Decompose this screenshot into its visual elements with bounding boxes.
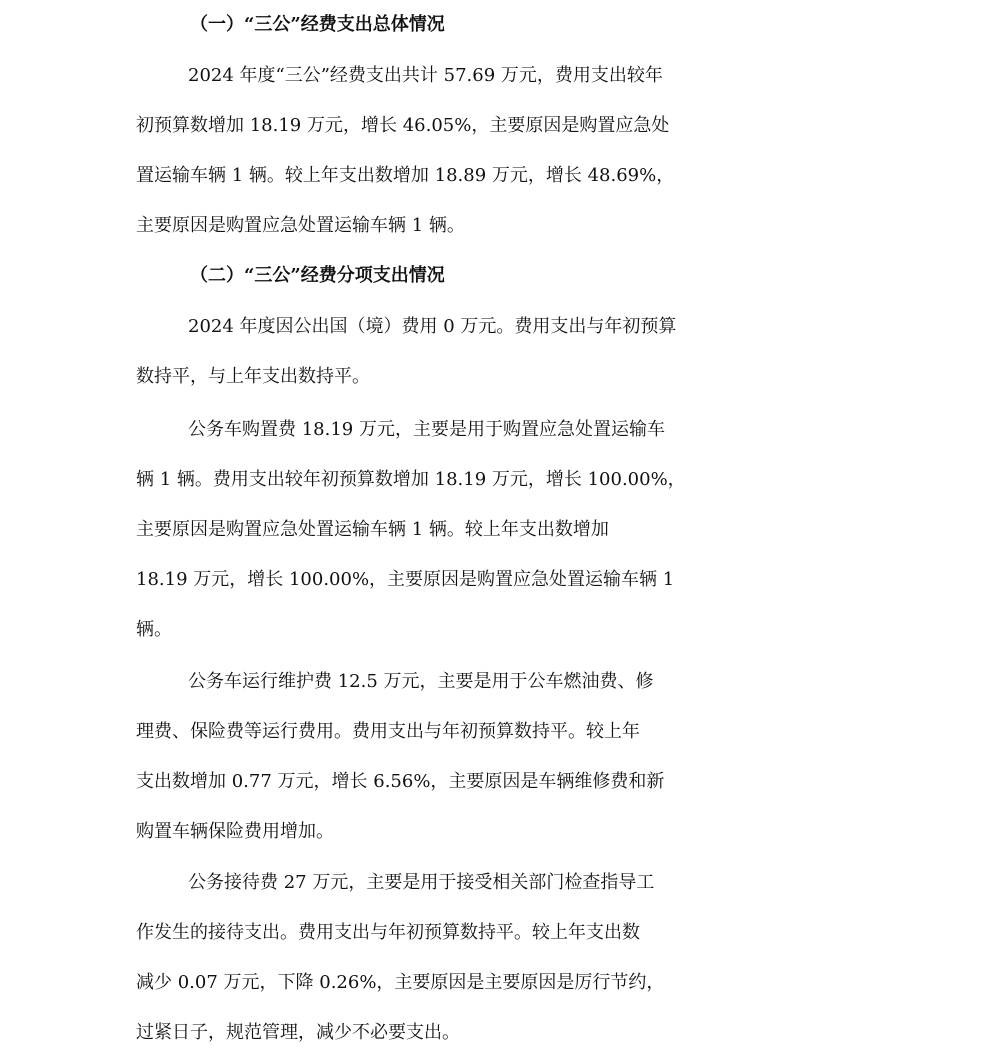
section-heading-overall: （一）“三公”经费支出总体情况 (190, 14, 445, 35)
paragraph-line: 18.19 万元，增长 100.00%，主要原因是购置应急处置运输车辆 1 (136, 569, 675, 590)
paragraph-line: 辆。 (136, 619, 172, 640)
paragraph-line: 数持平，与上年支出数持平。 (136, 366, 370, 387)
paragraph-line: 置运输车辆 1 辆。较上年支出数增加 18.89 万元，增长 48.69%， (136, 165, 675, 186)
paragraph-line: 理费、保险费等运行费用。费用支出与年初预算数持平。较上年 (136, 721, 640, 742)
paragraph-line: 初预算数增加 18.19 万元，增长 46.05%，主要原因是购置应急处 (136, 115, 670, 136)
paragraph-line: 辆 1 辆。费用支出较年初预算数增加 18.19 万元，增长 100.00%， (136, 469, 686, 490)
paragraph-line: 公务车购置费 18.19 万元，主要是用于购置应急处置运输车 (188, 419, 665, 440)
paragraph-line: 减少 0.07 万元，下降 0.26%，主要原因是主要原因是厉行节约， (136, 972, 665, 993)
paragraph-line: 作发生的接待支出。费用支出与年初预算数持平。较上年支出数 (136, 922, 640, 943)
paragraph-line: 主要原因是购置应急处置运输车辆 1 辆。较上年支出数增加 (136, 519, 609, 540)
paragraph-line: 支出数增加 0.77 万元，增长 6.56%，主要原因是车辆维修费和新 (136, 771, 665, 792)
paragraph-line: 购置车辆保险费用增加。 (136, 821, 334, 842)
paragraph-line: 主要原因是购置应急处置运输车辆 1 辆。 (136, 215, 465, 236)
paragraph-line: 2024 年度“三公”经费支出共计 57.69 万元，费用支出较年 (188, 65, 663, 86)
paragraph-line: 公务接待费 27 万元，主要是用于接受相关部门检查指导工 (188, 872, 655, 893)
section-heading-itemized: （二）“三公”经费分项支出情况 (190, 265, 445, 286)
paragraph-line: 过紧日子，规范管理，减少不必要支出。 (136, 1022, 460, 1043)
paragraph-line: 公务车运行维护费 12.5 万元，主要是用于公车燃油费、修 (188, 671, 654, 692)
paragraph-line: 2024 年度因公出国（境）费用 0 万元。费用支出与年初预算 (188, 316, 677, 337)
